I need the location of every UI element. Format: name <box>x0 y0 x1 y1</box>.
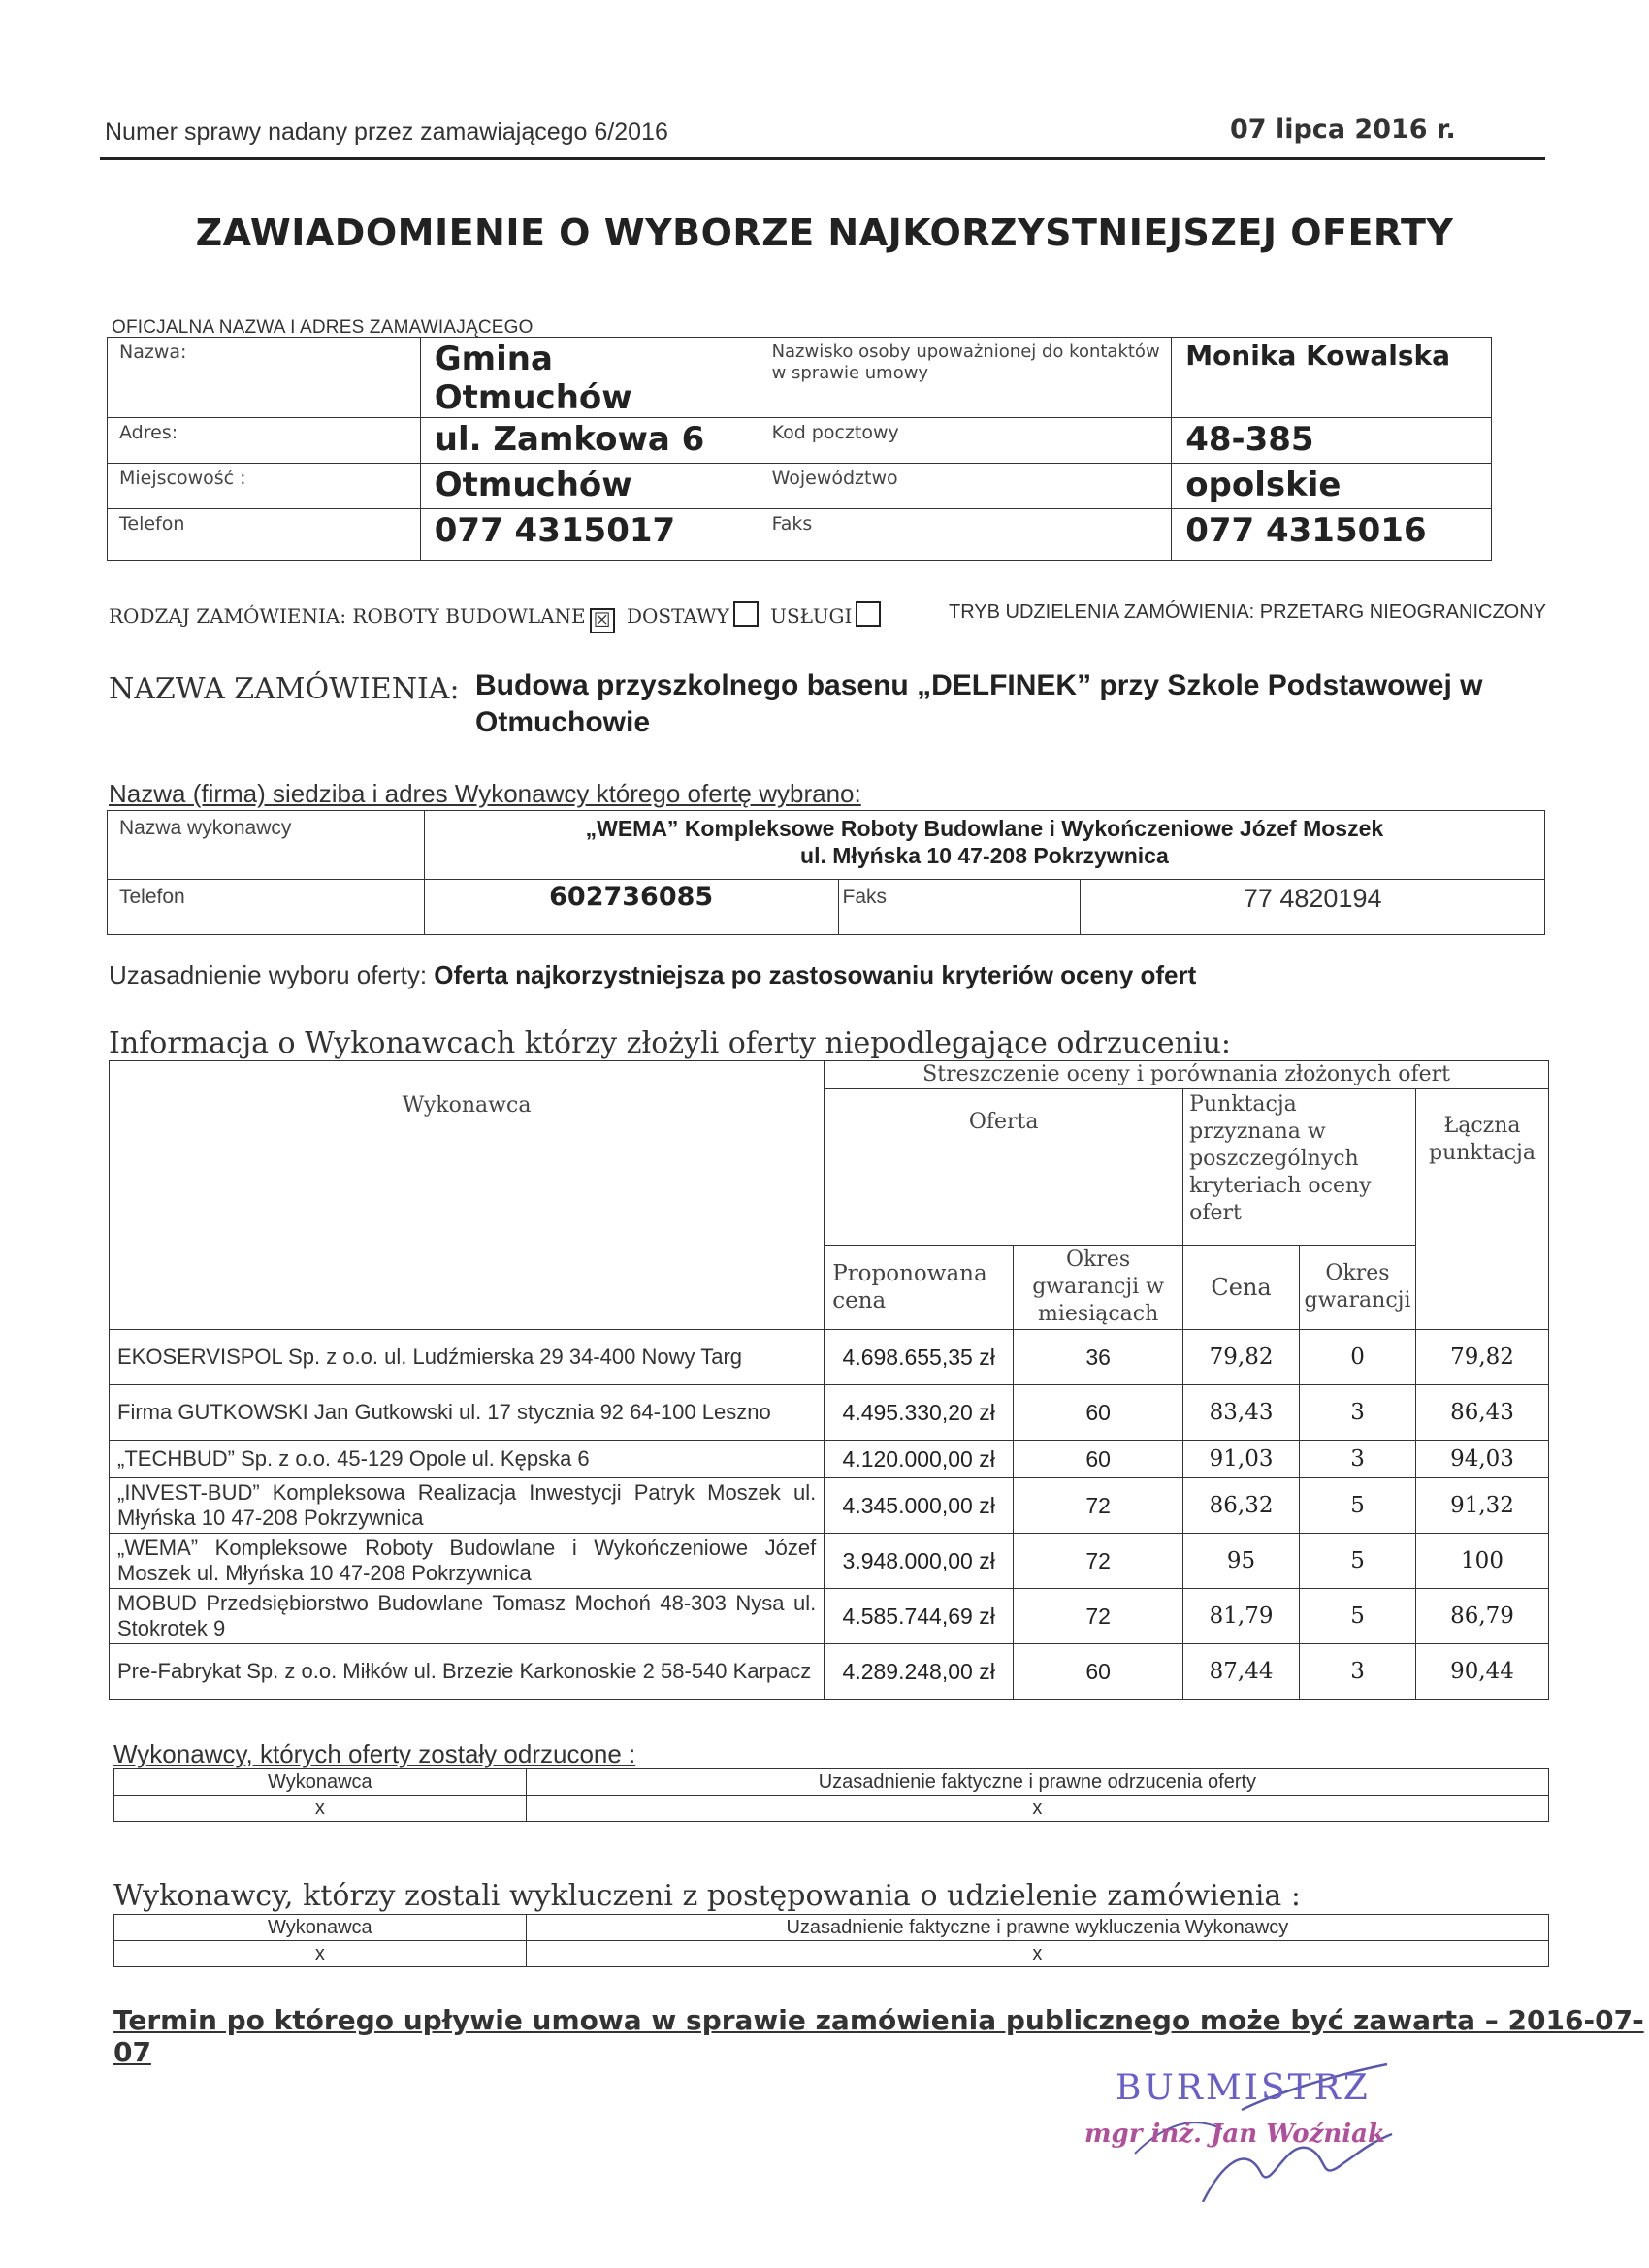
case-number: Numer sprawy nadany przez zamawiającego 6/2016 <box>105 118 668 146</box>
contractor-fax: 77 4820194 <box>1081 880 1545 935</box>
row-warranty: 60 <box>1014 1385 1183 1441</box>
justification <box>109 960 1196 990</box>
row-pts-warranty: 3 <box>1300 1644 1416 1700</box>
contractor-fax-label: Faks <box>838 880 1081 935</box>
excluded-val-reason: x <box>526 1941 1548 1967</box>
contractor-phone: 602736085 <box>424 880 838 935</box>
name-label: Nazwa: <box>108 338 421 418</box>
header-total: Łączna punktacja <box>1416 1089 1549 1330</box>
document-date: 07 lipca 2016 r. <box>1230 114 1456 145</box>
header-pts-warranty: Okres gwarancji <box>1300 1246 1416 1330</box>
contract-deadline: Termin po którego upływie umowa w sprawie zamówienia publicznego może być zawarta – 2016-07-07 <box>113 2004 1644 2068</box>
order-name-value: Budowa przyszkolnego basenu „DELFINEK” przy Szkole Podstawowej w Otmuchowie <box>475 669 1483 738</box>
row-pts-price: 87,44 <box>1183 1644 1300 1700</box>
province-label: Województwo <box>760 464 1172 509</box>
procedure-mode: TRYB UDZIELENIA ZAMÓWIENIA: PRZETARG NIEOGRANICZONY <box>949 601 1546 623</box>
stamp-title: BURMISTRZ <box>1116 2068 1371 2108</box>
header-contractor: Wykonawca <box>110 1061 824 1330</box>
header-pts-price: Cena <box>1183 1246 1300 1330</box>
city-label: Miejscowość : <box>108 464 421 509</box>
row-firm: „WEMA” Kompleksowe Roboty Budowlane i Wykończeniowe Józef Moszek ul. Młyńska 10 47-208 Pokrzywnica <box>110 1534 824 1589</box>
rejected-val-contractor: x <box>114 1796 527 1822</box>
row-warranty: 72 <box>1014 1478 1183 1534</box>
contracting-authority-caption: OFICJALNA NAZWA I ADRES ZAMAWIAJĄCEGO <box>112 317 534 338</box>
contractor-name-line1: „WEMA” Kompleksowe Roboty Budowlane i Wykończeniowe Józef Moszek <box>585 816 1384 841</box>
contact-label: Nazwisko osoby upoważnionej do kontaktów w sprawie umowy <box>760 338 1172 418</box>
row-price: 4.289.248,00 zł <box>824 1644 1014 1700</box>
contractor-phone-label: Telefon <box>108 880 425 935</box>
row-total: 86,79 <box>1416 1589 1549 1644</box>
document-title: ZAWIADOMIENIE O WYBORZE NAJKORZYSTNIEJSZEJ OFERTY <box>195 211 1454 254</box>
works-label: ROBOTY BUDOWLANE <box>352 604 586 628</box>
contracting-authority-table <box>107 337 1492 561</box>
justification-value: Oferta najkorzystniejsza po zastosowaniu kryteriów oceny ofert <box>434 960 1197 989</box>
excluded-val-contractor: x <box>114 1941 527 1967</box>
table-row <box>110 1534 1549 1589</box>
row-pts-price: 83,43 <box>1183 1385 1300 1441</box>
rejected-table <box>113 1768 1549 1822</box>
row-pts-warranty: 3 <box>1300 1385 1416 1441</box>
header-price: Proponowana cena <box>824 1246 1014 1330</box>
row-firm: Firma GUTKOWSKI Jan Gutkowski ul. 17 stycznia 92 64-100 Leszno <box>110 1385 824 1441</box>
table-row <box>110 1330 1549 1385</box>
works-checkbox: ☒ <box>590 608 615 633</box>
authority-phone: 077 4315017 <box>420 509 760 561</box>
row-pts-warranty: 3 <box>1300 1441 1416 1478</box>
table-row <box>110 1385 1549 1441</box>
address-label: Adres: <box>108 418 421 464</box>
selected-contractor-table <box>107 810 1545 935</box>
row-price: 4.495.330,20 zł <box>824 1385 1014 1441</box>
row-pts-price: 81,79 <box>1183 1589 1300 1644</box>
row-pts-warranty: 0 <box>1300 1330 1416 1385</box>
row-total: 86,43 <box>1416 1385 1549 1441</box>
contractor-address: ul. Młyńska 10 47-208 Pokrzywnica <box>800 843 1169 868</box>
row-total: 94,03 <box>1416 1441 1549 1478</box>
row-price: 4.345.000,00 zł <box>824 1478 1014 1534</box>
excluded-caption: Wykonawcy, którzy zostali wykluczeni z postępowania o udzielenie zamówienia : <box>113 1879 1301 1913</box>
row-warranty: 72 <box>1014 1589 1183 1644</box>
contact-person: Monika Kowalska <box>1172 338 1492 418</box>
order-type-line <box>109 601 887 633</box>
postal-code: 48-385 <box>1172 418 1492 464</box>
offers-caption: Informacja o Wykonawcach którzy złożyli oferty niepodlegające odrzuceniu: <box>109 1026 1232 1060</box>
contractor-name <box>424 811 1544 880</box>
rejected-caption: Wykonawcy, których oferty zostały odrzucone : <box>113 1739 636 1768</box>
row-total: 100 <box>1416 1534 1549 1589</box>
header-summary: Streszczenie oceny i porównania złożonych ofert <box>824 1061 1549 1089</box>
supplies-checkbox <box>733 601 759 627</box>
rejected-col-contractor: Wykonawca <box>114 1769 527 1796</box>
row-price: 4.585.744,69 zł <box>824 1589 1014 1644</box>
row-warranty: 60 <box>1014 1441 1183 1478</box>
fax-label: Faks <box>760 509 1172 561</box>
row-price: 4.698.655,35 zł <box>824 1330 1014 1385</box>
postal-label: Kod pocztowy <box>760 418 1172 464</box>
row-pts-price: 86,32 <box>1183 1478 1300 1534</box>
contractor-name-label: Nazwa wykonawcy <box>108 811 425 880</box>
row-firm: „TECHBUD” Sp. z o.o. 45-129 Opole ul. Kępska 6 <box>110 1441 824 1478</box>
row-firm: „INVEST-BUD” Kompleksowa Realizacja Inwestycji Patryk Moszek ul. Młyńska 10 47-208 Pokrzywnica <box>110 1478 824 1534</box>
row-firm: MOBUD Przedsiębiorstwo Budowlane Tomasz Mochoń 48-303 Nysa ul. Stokrotek 9 <box>110 1589 824 1644</box>
excluded-col-contractor: Wykonawca <box>114 1915 527 1941</box>
excluded-col-reason: Uzasadnienie faktyczne i prawne wykluczenia Wykonawcy <box>526 1915 1548 1941</box>
row-pts-warranty: 5 <box>1300 1589 1416 1644</box>
authority-city: Otmuchów <box>420 464 760 509</box>
justification-label: Uzasadnienie wyboru oferty: <box>109 960 428 989</box>
row-total: 91,32 <box>1416 1478 1549 1534</box>
table-row <box>110 1441 1549 1478</box>
excluded-table <box>113 1914 1549 1967</box>
province: opolskie <box>1172 464 1492 509</box>
rejected-col-reason: Uzasadnienie faktyczne i prawne odrzucenia oferty <box>526 1769 1548 1796</box>
row-price: 3.948.000,00 zł <box>824 1534 1014 1589</box>
rejected-val-reason: x <box>526 1796 1548 1822</box>
order-type-label: RODZAJ ZAMÓWIENIA: <box>109 604 347 628</box>
header-offer: Oferta <box>824 1089 1183 1246</box>
stamp-signatory: mgr inż. Jan Woźniak <box>1084 2120 1386 2149</box>
selected-contractor-caption: Nazwa (firma) siedziba i adres Wykonawcy którego ofertę wybrano: <box>109 779 861 808</box>
header-warranty: Okres gwarancji w miesiącach <box>1014 1246 1183 1330</box>
services-label: USŁUGI <box>770 604 853 628</box>
row-warranty: 72 <box>1014 1534 1183 1589</box>
table-row <box>110 1644 1549 1700</box>
row-firm: EKOSERVISPOL Sp. z o.o. ul. Ludźmierska 29 34-400 Nowy Targ <box>110 1330 824 1385</box>
row-price: 4.120.000,00 zł <box>824 1441 1014 1478</box>
order-name-label: NAZWA ZAMÓWIENIA: <box>109 672 460 706</box>
table-row <box>110 1478 1549 1534</box>
row-total: 90,44 <box>1416 1644 1549 1700</box>
row-pts-price: 79,82 <box>1183 1330 1300 1385</box>
row-warranty: 36 <box>1014 1330 1183 1385</box>
services-checkbox <box>856 601 881 627</box>
table-row <box>110 1589 1549 1644</box>
row-firm: Pre-Fabrykat Sp. z o.o. Miłków ul. Brzezie Karkonoskie 2 58-540 Karpacz <box>110 1644 824 1700</box>
row-total: 79,82 <box>1416 1330 1549 1385</box>
supplies-label: DOSTAWY <box>626 604 729 628</box>
row-warranty: 60 <box>1014 1644 1183 1700</box>
header-points: Punktacja przyznana w poszczególnych kryteriach oceny ofert <box>1183 1089 1416 1246</box>
row-pts-price: 91,03 <box>1183 1441 1300 1478</box>
phone-label: Telefon <box>108 509 421 561</box>
row-pts-price: 95 <box>1183 1534 1300 1589</box>
authority-name: Gmina Otmuchów <box>420 338 760 418</box>
header-divider <box>100 157 1545 160</box>
authority-fax: 077 4315016 <box>1172 509 1492 561</box>
authority-address: ul. Zamkowa 6 <box>420 418 760 464</box>
row-pts-warranty: 5 <box>1300 1478 1416 1534</box>
offers-table <box>109 1060 1549 1700</box>
row-pts-warranty: 5 <box>1300 1534 1416 1589</box>
